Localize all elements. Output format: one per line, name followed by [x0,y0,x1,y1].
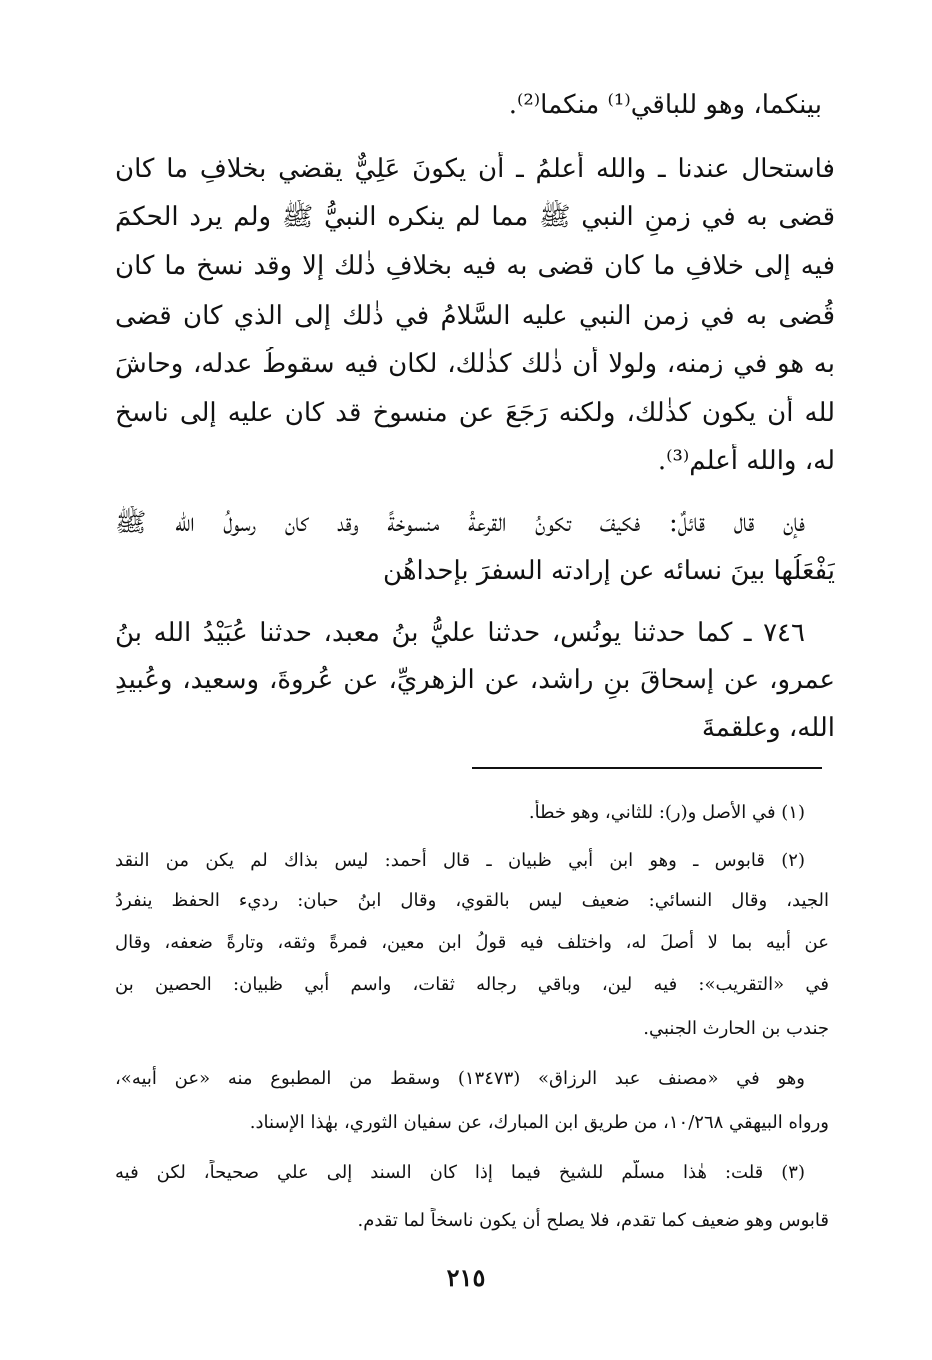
footnote-3-last-line: قابوس وهو ضعيف كما تقدم، فلا يصلح أن يكون ناسخاً لما تقدم. [357,1210,829,1231]
paragraph-1-line: قُضى به في زمن النبي عليه السَّلامُ في ذٰلك إلى الذي كان قضى [115,301,835,331]
footnote-1: (١) في الأصل و(ر): للثاني، وهو خطأ. [528,802,805,823]
paragraph-1-line: قضى به في زمنِ النبي ﷺ مما لم ينكره النبيُّ ﷺ ولم يرد الحكمَ [115,202,835,232]
paragraph-2-last-line: يَفْعَلُها بينَ نسائه عن إرادته السفرَ بإحداهُن [383,556,835,586]
page-number: ٢١٥ [446,1263,486,1292]
footnote-2-line: (٢) قابوس ـ وهو ابن أبي ظبيان ـ قال أحمد: ليس بذاك لم يكن من النقد [115,850,805,871]
footnote-2-line: الجيد، وقال النسائي: ضعيف ليس بالقوي، وقال ابنُ حبان: رديء الحفظ ينفردُ [115,890,829,911]
footnote-separator [472,767,822,769]
paragraph-1-last-line: له، والله أعلم⁽³⁾. [657,446,835,476]
footnote-3-line: (٣) قلت: هٰذا مسلَّم للشيخ فيما إذا كان السند إلى علي صحيحاً، لكن فيه [115,1162,805,1183]
hadith-746-last-line: الله، وعلقمةَ [701,713,835,743]
paragraph-2-line: فإن قال قائلٌ: فكيفَ تكونُ القرعةُ منسوخةً وقد كان رسولُ الله ﷺ [115,508,805,538]
footnote-2-line: عن أبيه بما لا أصلَ له، واختلف فيه قولُ ابن معين، فمرةً وثقه، وتارةً ضعفه، وقال [115,932,829,953]
footnote-2-continuation-last-line: ورواه البيهقي ١٠/٢٦٨، من طريق ابن المبارك، عن سفيان الثوري، بهٰذا الإسناد. [249,1112,829,1133]
footnote-2-line: في «التقريب»: فيه لين، وباقي رجاله ثقات، واسم أبي ظبيان: الحصين بن [115,974,829,995]
paragraph-1-line: فيه إلى خلافِ ما كان قضى به فيه بخلافِ ذٰلك إلا وقد نسخ ما كان [115,251,835,281]
footnote-2-continuation-line: وهو في «مصنف عبد الرزاق» (١٣٤٧٣) وسقط من المطبوع منه «عن أبيه»، [115,1068,805,1089]
paragraph-1-line: لله أن يكون كذٰلك، ولكنه رَجَعَ عن منسوخ قد كان عليه إلى ناسخ [115,398,835,428]
main-top-line: بينكما، وهو للباقي⁽¹⁾ منكما⁽²⁾. [508,90,822,120]
footnote-2-last-line: جندب بن الحارث الجنبي. [643,1018,829,1039]
hadith-746-line: عمرو، عن إسحاقَ بنِ راشد، عن الزهريِّ، عن عُروةَ، وسعيد، وعُبيدِ [115,665,835,695]
hadith-746-line: ٧٤٦ ـ كما حدثنا يونُس، حدثنا عليُّ بنُ معبد، حدثنا عُبَيْدُ الله بنُ [115,618,805,648]
paragraph-1-line: فاستحال عندنا ـ والله أعلمُ ـ أن يكونَ عَلِيٌّ يقضي بخلافِ ما كان [115,154,835,184]
paragraph-1-line: به هو في زمنه، ولولا أن ذٰلك كذٰلك، لكان فيه سقوطُ عدله، وحاشَ [115,349,835,379]
